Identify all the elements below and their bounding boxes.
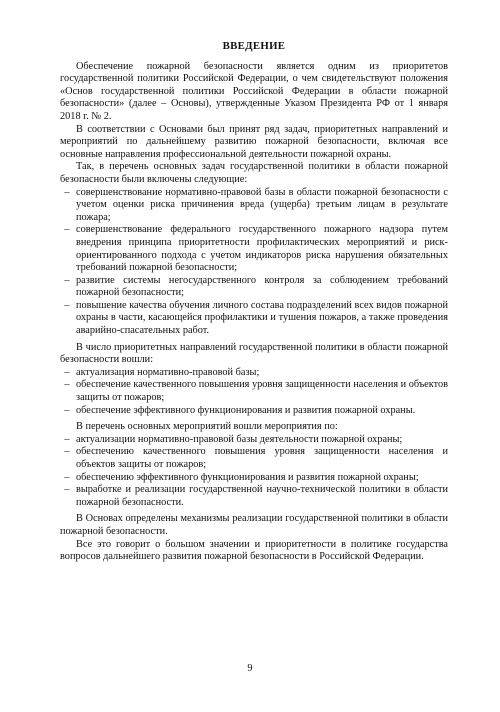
list-item-text: повышение качества обучения личного состава подразделений всех видов пожарной охраны в части, касающейся профилактики и тушения пожаров, а также проведения аварийно-спасательных работ. [76,299,448,337]
dash-marker: – [64,446,70,458]
paragraph-tasks-intro: Так, в перечень основных задач государственной политики в области пожарной безопасности были включены следующие: [60,161,448,185]
list-item-text: развитие системы негосударственного контроля за соблюдением требований пожарной безопасности; [76,274,448,299]
dash-marker: – [64,186,70,198]
section-heading: ВВЕДЕНИЕ [222,40,286,52]
list-item [60,224,448,274]
dash-marker: – [64,484,70,496]
paragraph-measures-intro: В перечень основных мероприятий вошли мероприятия по: [76,421,338,433]
list-item-text: актуализации нормативно-правовой базы деятельности пожарной охраны; [76,433,403,445]
page-number: 9 [247,663,253,674]
list-item-text: обеспечению эффективного функционирования и развития пожарной охраны; [76,471,419,483]
list-item [60,472,448,485]
dash-marker: – [64,224,70,236]
list-item [60,484,448,509]
list-item [60,275,448,300]
paragraph-priorities-intro: В число приоритетных направлений государственной политики в области пожарной безопасности вошли: [60,341,448,366]
tasks-list [60,187,448,338]
dash-marker: – [64,471,70,483]
paragraph-conclusion: Все это говорит о большом значении и приоритетности в политике государства вопросов дальнейшего развития пожарной безопасности в Российской Федерации. [60,538,448,563]
list-item [60,187,448,225]
list-item-text: обеспечению качественного повышения уровня защищенности населения и объектов защиты от пожаров; [76,446,448,470]
dash-marker: – [64,404,70,416]
paragraph-mechanisms: В Основах определены механизмы реализации государственной политики в области пожарной безопасности. [60,513,448,537]
list-item [60,434,448,447]
list-item-text: актуализация нормативно-правовой базы; [76,366,260,378]
list-item-text: совершенствование федерального государственного пожарного надзора путем внедрения принципа приоритетности профилактических мероприятий и риск-ориентированного подхода с учетом индикаторов риска нарушения обязательных требований пожарной безопасности; [76,224,448,274]
list-item [60,446,448,471]
list-item-text: совершенствование нормативно-правовой базы в области пожарной безопасности с учетом оценки риска причинения вреда (ущерба) третьим лицам в результате пожара; [76,186,448,223]
dash-marker: – [64,379,70,391]
dash-marker: – [64,274,70,286]
list-item [60,367,448,380]
list-item-text: обеспечение качественного повышения уровня защищенности населения и объектов защиты от пожаров; [76,379,448,404]
dash-marker: – [64,299,70,311]
page-content [60,40,448,564]
list-item-text: выработке и реализации государственной научно-технической политики в области пожарной безопасности. [76,484,448,508]
paragraph-intro: Обеспечение пожарной безопасности является одним из приоритетов государственной политики Российской Федерации, о чем свидетельствуют положения «Основ государственной политики Российской Федерации в области пожарной безопасности» (далее – Основы), утвержденные Указом Президента РФ от 1 января 2018 г. № 2. [60,60,448,122]
list-item-text: обеспечение эффективного функционирования и развития пожарной охраны. [76,404,416,416]
dash-marker: – [64,366,70,378]
list-item [60,405,448,418]
paragraph-principles: В соответствии с Основами был принят ряд задач, приоритетных направлений и мероприятий по дальнейшему развитию пожарной безопасности, включая все основные направления профессиональной деятельности пожарной охраны. [60,123,448,160]
measures-list [60,434,448,510]
list-item [60,379,448,404]
priorities-list [60,367,448,417]
list-item [60,300,448,338]
dash-marker: – [64,433,70,445]
